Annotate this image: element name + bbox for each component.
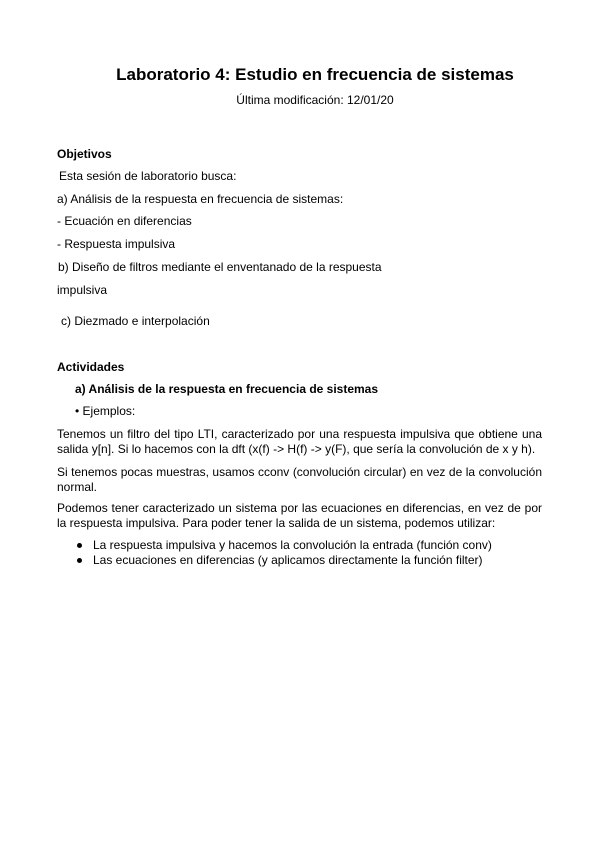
- objectives-intro: Esta sesión de laboratorio busca:: [59, 169, 237, 183]
- last-modified-date: Última modificación: 12/01/20: [236, 93, 394, 107]
- page-title: Laboratorio 4: Estudio en frecuencia de sistemas: [116, 65, 514, 84]
- objectives-heading: Objetivos: [57, 147, 112, 161]
- objective-item-b-line-1: b) Diseño de filtros mediante el enventanado de la respuesta: [58, 260, 382, 274]
- activities-heading: Actividades: [57, 360, 125, 374]
- activities-paragraph-2: Si tenemos pocas muestras, usamos cconv (convolución circular) en vez de la convolución normal.: [57, 465, 542, 494]
- bullet-item: Las ecuaciones en diferencias (y aplicamos directamente la función filter): [93, 553, 483, 567]
- activities-paragraph-1: Tenemos un filtro del tipo LTI, caracterizado por una respuesta impulsiva que obtiene una salida y[n]. Si lo hacemos con la dft (x(f) -> H(f) -> y(F), que sería la convolución de x y h).: [57, 427, 542, 456]
- examples-label: • Ejemplos:: [75, 404, 136, 418]
- objective-item-c: c) Diezmado e interpolación: [61, 314, 210, 328]
- objective-item-b-line-2: impulsiva: [57, 283, 108, 297]
- bullet-item: La respuesta impulsiva y hacemos la convolución la entrada (función conv): [93, 538, 492, 552]
- activities-paragraph-3: Podemos tener caracterizado un sistema por las ecuaciones en diferencias, en vez de por la respuesta impulsiva. Para poder tener la salida de un sistema, podemos utilizar:: [57, 501, 542, 530]
- objective-item-a-sub-2: - Respuesta impulsiva: [57, 237, 176, 251]
- bullet-dot-icon: [77, 558, 82, 563]
- objective-item-a-sub-1: - Ecuación en diferencias: [57, 214, 192, 228]
- activities-section-a-title: a) Análisis de la respuesta en frecuencia de sistemas: [75, 382, 379, 396]
- objective-item-a: a) Análisis de la respuesta en frecuencia de sistemas:: [57, 192, 344, 206]
- bullet-dot-icon: [77, 543, 82, 548]
